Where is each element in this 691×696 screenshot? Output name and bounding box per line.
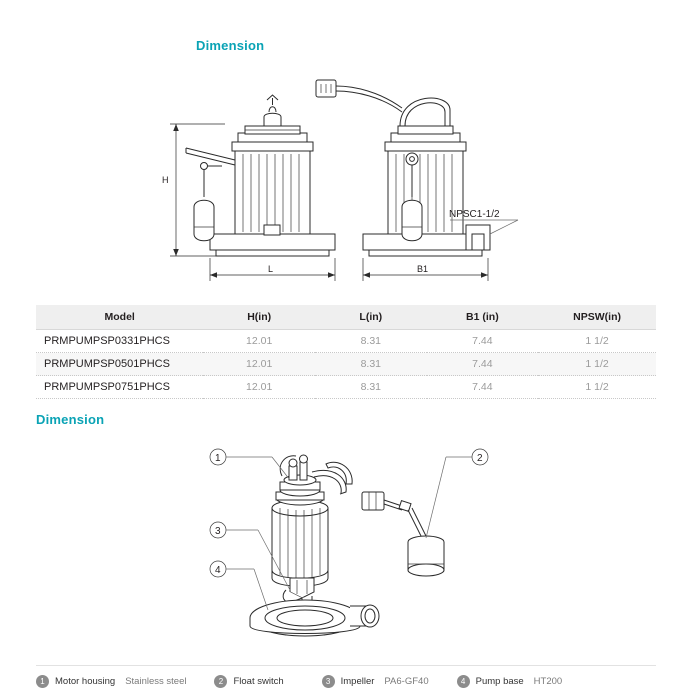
table-row xyxy=(36,330,656,353)
callout-4-number: 4 xyxy=(215,565,221,576)
exploded-view-drawing xyxy=(150,420,580,660)
table-cell-model: PRMPUMPSP0751PHCS xyxy=(36,376,203,399)
table-header-b1: B1 (in) xyxy=(427,305,539,330)
table-header-npsw: NPSW(in) xyxy=(538,305,656,330)
table-cell-npsw: 1 1/2 xyxy=(538,330,656,353)
table-cell-h: 12.01 xyxy=(203,353,315,376)
table-header-l: L(in) xyxy=(315,305,427,330)
pump-side-view xyxy=(186,95,335,256)
legend-item-2 xyxy=(214,675,293,688)
table-row xyxy=(36,353,656,376)
callout-1-number: 1 xyxy=(215,453,221,464)
dimension-drawing-top-svg xyxy=(150,62,550,290)
legend-name-1: Motor housing xyxy=(55,675,116,687)
pump-front-view xyxy=(316,80,490,256)
table-cell-h: 12.01 xyxy=(203,376,315,399)
part-motor-housing xyxy=(272,455,352,586)
legend-material-3: PA6-GF40 xyxy=(384,675,429,687)
table-cell-b1: 7.44 xyxy=(427,376,539,399)
parts-legend xyxy=(36,665,656,689)
table-cell-npsw: 1 1/2 xyxy=(538,376,656,399)
table-cell-l: 8.31 xyxy=(315,330,427,353)
legend-badge-3: 3 xyxy=(322,675,335,688)
table-cell-l: 8.31 xyxy=(315,353,427,376)
table-header-row xyxy=(36,305,656,330)
legend-badge-2: 2 xyxy=(214,675,227,688)
table-cell-b1: 7.44 xyxy=(427,353,539,376)
specification-table xyxy=(36,305,656,399)
dimension-l xyxy=(210,258,335,281)
table-cell-model: PRMPUMPSP0331PHCS xyxy=(36,330,203,353)
table-cell-model: PRMPUMPSP0501PHCS xyxy=(36,353,203,376)
callout-3-number: 3 xyxy=(215,526,221,537)
legend-item-3 xyxy=(322,675,429,688)
table-cell-l: 8.31 xyxy=(315,376,427,399)
table-cell-npsw: 1 1/2 xyxy=(538,353,656,376)
legend-material-1: Stainless steel xyxy=(125,675,187,687)
dimension-b1 xyxy=(363,258,488,281)
legend-name-3: Impeller xyxy=(340,675,375,687)
legend-item-1 xyxy=(36,675,186,688)
part-pump-base xyxy=(250,600,379,636)
legend-material-4: HT200 xyxy=(533,675,563,687)
legend-name-2: Float switch xyxy=(233,675,284,687)
legend-name-4: Pump base xyxy=(475,675,524,687)
callout-1 xyxy=(210,449,290,480)
callout-2-number: 2 xyxy=(477,453,483,464)
callout-2 xyxy=(426,449,488,538)
legend-item-4 xyxy=(457,675,563,688)
legend-badge-1: 1 xyxy=(36,675,49,688)
section-title-dimension-bottom: Dimension xyxy=(36,412,105,427)
callout-4 xyxy=(210,561,268,610)
table-cell-h: 12.01 xyxy=(203,330,315,353)
section-title-dimension-top: Dimension xyxy=(196,38,265,53)
part-float-switch xyxy=(362,492,444,576)
callout-npsc-label: NPSC1-1/2 xyxy=(449,209,500,220)
dimension-b1-label: B1 xyxy=(417,264,429,274)
table-header-model: Model xyxy=(36,305,203,330)
dimension-h-label: H xyxy=(162,175,169,185)
table-row xyxy=(36,376,656,399)
legend-badge-4: 4 xyxy=(457,675,470,688)
dimension-l-label: L xyxy=(268,264,274,274)
dimension-drawing-top xyxy=(150,62,550,290)
table-cell-b1: 7.44 xyxy=(427,330,539,353)
exploded-view-svg xyxy=(150,420,580,660)
table-header-h: H(in) xyxy=(203,305,315,330)
